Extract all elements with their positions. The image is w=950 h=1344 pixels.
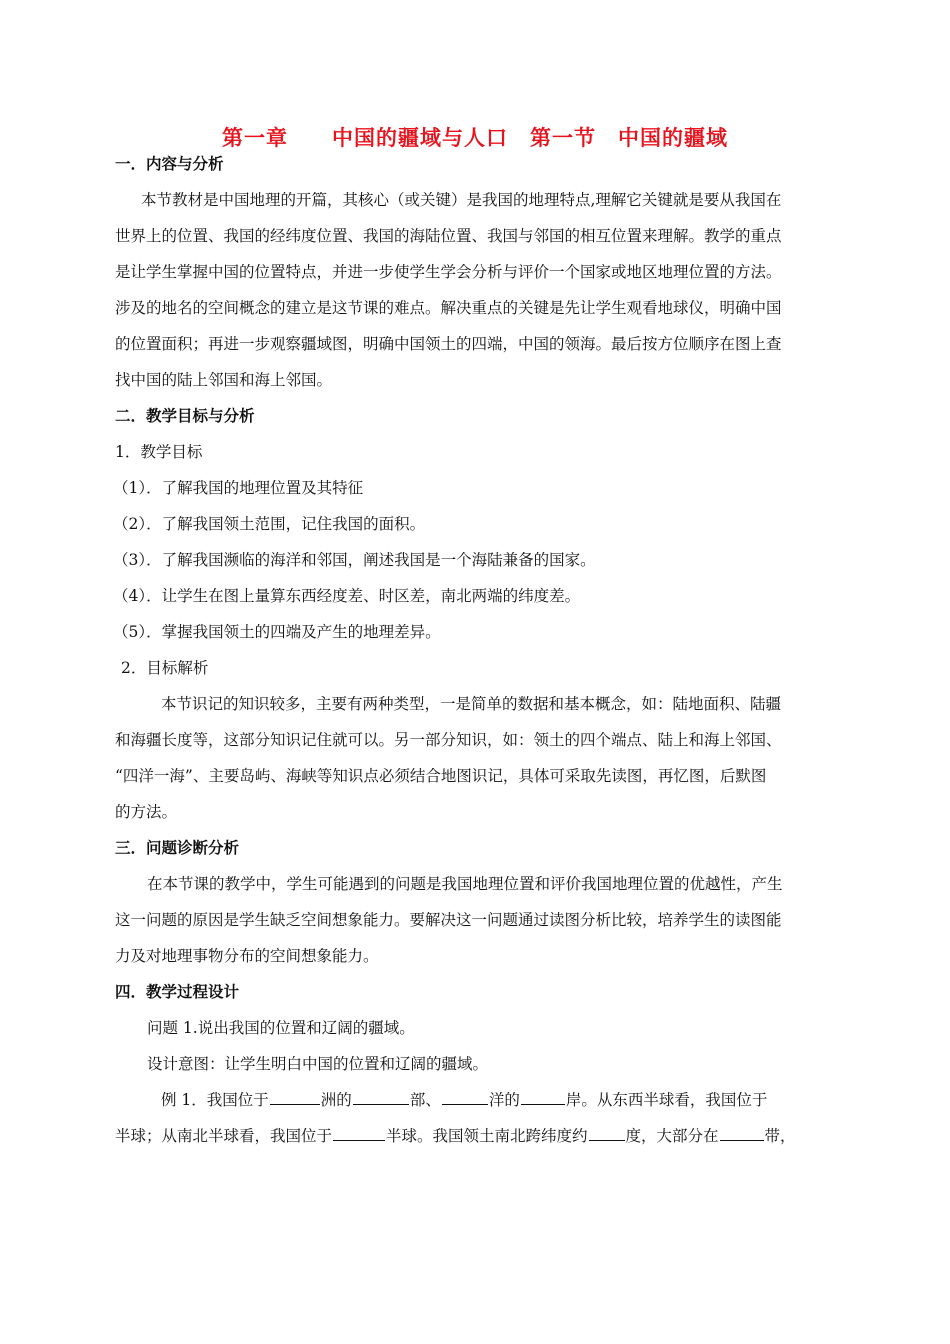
paragraph-line: 本节识记的知识较多，主要有两种类型，一是简单的数据和基本概念，如：陆地面积、陆疆: [161, 695, 782, 713]
paragraph-line: “四洋一海”、主要岛屿、海峡等知识点必须结合地图识记，具体可采取先读图，再忆图，后默图: [115, 767, 767, 785]
example-text: 洲的: [320, 1091, 352, 1109]
fill-blank: [720, 1126, 764, 1141]
section-heading-1: 一．内容与分析: [115, 155, 224, 173]
fill-blank: [442, 1090, 488, 1105]
example-text: 洋的: [488, 1091, 520, 1109]
paragraph-line: 和海疆长度等，这部分知识记住就可以。另一部分知识，如：领土的四个端点、陆上和海上邻国、: [115, 731, 782, 749]
question-line: 问题 1.说出我国的位置和辽阔的疆域。: [147, 1019, 415, 1037]
goal-item: （5）．掌握我国领土的四端及产生的地理差异。: [113, 623, 441, 641]
fill-blank: [589, 1126, 625, 1141]
example-text: 半球；从南北半球看，我国位于: [115, 1127, 333, 1145]
goal-item: （4）．让学生在图上量算东西经度差、时区差，南北两端的纬度差。: [113, 587, 581, 605]
paragraph-line: 力及对地理事物分布的空间想象能力。: [115, 947, 379, 965]
example-line-2: [115, 1124, 796, 1146]
example-text: 岸。从东西半球看，我国位于: [565, 1091, 768, 1109]
paragraph-line: 是让学生掌握中国的位置特点，并进一步使学生学会分析与评价一个国家或地区地理位置的方法。: [115, 263, 782, 281]
section-heading-2: 二．教学目标与分析: [115, 407, 255, 425]
example-text: 例 1．我国位于: [161, 1091, 269, 1109]
example-line-1: [161, 1088, 767, 1110]
design-intent-line: 设计意图：让学生明白中国的位置和辽阔的疆域。: [147, 1055, 489, 1073]
paragraph-line: 涉及的地名的空间概念的建立是这节课的难点。解决重点的关键是先让学生观看地球仪，明确中国: [115, 299, 782, 317]
goal-item: （2）．了解我国领土范围，记住我国的面积。: [113, 515, 426, 533]
section-heading-4: 四．教学过程设计: [115, 983, 240, 1001]
subheading: 2．目标解析: [121, 659, 209, 677]
example-text: 带，: [764, 1127, 796, 1145]
paragraph-line: 的位置面积；再进一步观察疆域图，明确中国领土的四端，中国的领海。最后按方位顺序在图上查: [115, 335, 782, 353]
example-text: 度，大部分在: [625, 1127, 719, 1145]
paragraph-line: 本节教材是中国地理的开篇，其核心（或关键）是我国的地理特点,理解它关键就是要从我国在: [141, 191, 782, 209]
goal-item: （1）．了解我国的地理位置及其特征: [113, 479, 364, 497]
section-heading-3: 三．问题诊断分析: [115, 839, 240, 857]
paragraph-line: 找中国的陆上邻国和海上邻国。: [115, 371, 333, 389]
example-text: 部、: [409, 1091, 441, 1109]
example-text: 半球。我国领土南北跨纬度约: [386, 1127, 588, 1145]
fill-blank: [353, 1090, 409, 1105]
fill-blank: [521, 1090, 565, 1105]
paragraph-line: 在本节课的教学中，学生可能遇到的问题是我国地理位置和评价我国地理位置的优越性，产生: [147, 875, 783, 893]
fill-blank: [270, 1090, 320, 1105]
goal-item: （3）．了解我国濒临的海洋和邻国，阐述我国是一个海陆兼备的国家。: [113, 551, 596, 569]
paragraph-line: 的方法。: [115, 803, 178, 821]
page-title: 第一章 中国的疆域与人口 第一节 中国的疆域: [222, 126, 728, 150]
fill-blank: [333, 1126, 385, 1141]
subheading: 1．教学目标: [115, 443, 203, 461]
paragraph-line: 世界上的位置、我国的经纬度位置、我国的海陆位置、我国与邻国的相互位置来理解。教学的重点: [115, 227, 782, 245]
paragraph-line: 这一问题的原因是学生缺乏空间想象能力。要解决这一问题通过读图分析比较，培养学生的读图能: [115, 911, 782, 929]
